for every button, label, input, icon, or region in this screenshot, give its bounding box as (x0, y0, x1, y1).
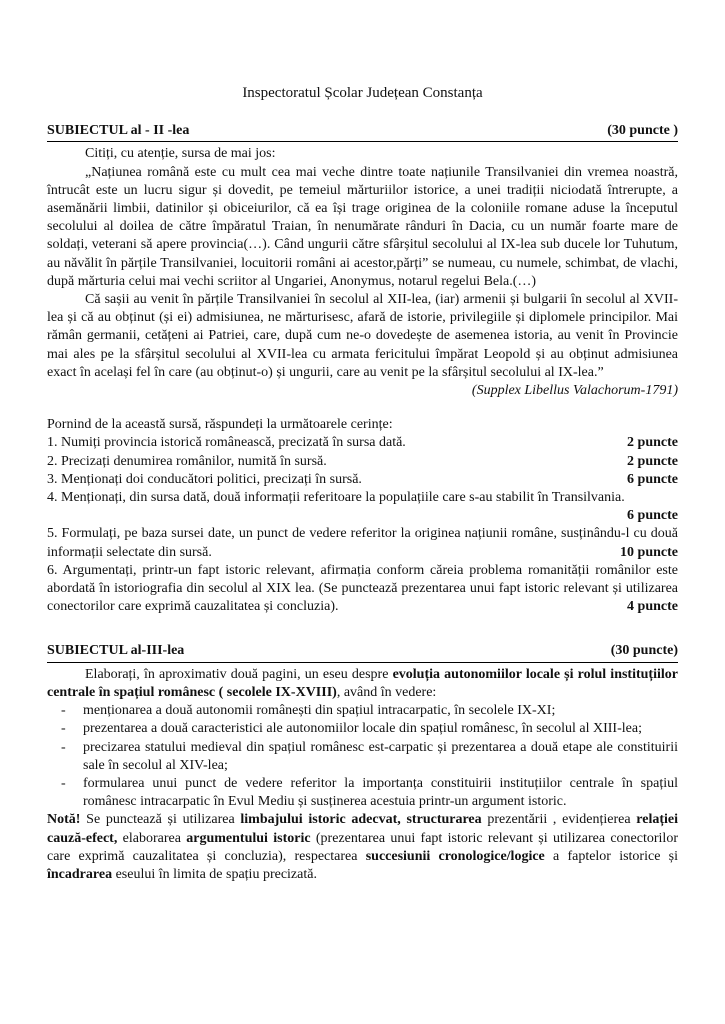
quote-paragraph-1: „Națiunea română este cu mult cea mai veche dintre toate națiunile Transilvaniei din vremea noastră, întrucât este un lucru sigur și dovedit, pe temeiul mărturiilor istorice, a unei tradiții niciodată întrerupte, a asemănării limbii, datinilor și obiceiurilor, că ea își trage originea de la coloniile romane aduse la începutul secolului al doilea de către împăratul Traian, în nenumărate rânduri în Dacia, cu un număr foarte mare de soldați, veterani să apere provincia(…). Când ungurii către sfârșitul secolului al IX-lea sub ducele lor Tuhutum, au năvălit în părțile Transilvaniei, locuitorii români ai acestor,părți” se numeau, cu numele, schimbat, de vlachi, după mărturia celui mai vechi scriitor al Ungariei, Anonymus, notarul regelui Bela.(…) (47, 164, 678, 289)
bullet-text: prezentarea a două caracteristici ale autonomiilor locale din spațiul românesc, în secolul al XIII-lea; (83, 721, 642, 737)
text-segment: eseului în limita de spațiu precizată. (112, 866, 317, 882)
bullet-text: precizarea statului medieval din spațiul românesc est-carpatic și prezentarea a două etape ale constituirii sale în secolul al XIV-lea; (83, 739, 678, 773)
requirement-item (47, 434, 678, 452)
bold-text-segment: relației cauză-efect, (47, 812, 679, 846)
bold-text-segment: argumentului istoric (186, 830, 311, 846)
subject3-heading-points: (30 puncte) (610, 643, 678, 659)
text-segment: prezentării , evidențierea (481, 812, 637, 828)
requirement-text: 2. Precizați denumirea românilor, numită în sursă. (47, 453, 327, 469)
text-segment: , având în vedere: (336, 684, 437, 700)
bullet-item (47, 739, 678, 775)
note-paragraph (47, 811, 678, 884)
requirement-item (47, 562, 678, 617)
bullet-dash: - (61, 775, 66, 791)
requirement-item (47, 453, 678, 471)
text-segment: elaborarea (117, 830, 187, 846)
requirement-points: 10 puncte (620, 544, 678, 562)
requirement-points: 4 puncte (627, 598, 678, 616)
bullet-dash: - (61, 703, 66, 719)
source-attribution: (Supplex Libellus Valachorum-1791) (471, 383, 678, 399)
quote-paragraph-2: Că sașii au venit în părțile Transilvaniei în secolul al XII-lea, (iar) armenii și bulgarii în secolul al XVII-lea și că au obținut (și ei) admisiunea, ne mărturisesc, afară de istorie, privilegiile și diplomele principilor. Mai rămân germanii, cetățeni ai Patriei, care, după cum ne-o dovedește de asemenea istoria, au venit în Provincie mai ales pe la sfârșitul secolului al XVII-lea cu armata fericitului împărat Leopold și au obținut admisiunea exact în același fel în care (au obținut-o) și ungurii, care au venit pe la sfârșitul secolului al IX-lea.” (47, 292, 678, 380)
requirement-points: 6 puncte (627, 471, 678, 489)
bullet-text: menționarea a două autonomii românești din spațiul intracarpatic, în secolele IX-XI; (83, 703, 556, 719)
bullet-dash: - (61, 739, 66, 755)
subject2-intro: Citiți, cu atenție, sursa de mai jos: (85, 146, 276, 162)
bullet-text: formularea unui punct de vedere referitor la importanța constituirii instituțiilor centrale în spațiul românesc intracarpatic în Evul Mediu și susținerea acestuia printr-un argument istoric. (83, 775, 678, 810)
bold-text-segment: succesiunii cronologice/logice (365, 848, 545, 864)
requirement-text: 5. Formulați, pe baza sursei date, un punct de vedere referitor la originea națiunii române, susținându-l cu două informații selectate din sursă. (47, 526, 678, 560)
requirement-text: 6. Argumentați, printr-un fapt istoric relevant, afirmația conform căreia problema romanității românilor este abordată în istoriografia din secolul al XIX lea. (Se punctează prezentarea unui fapt istoric relevant și utilizarea conectorilor care exprimă cauzalitatea și concluzia). (47, 562, 678, 615)
subject2-heading-points: (30 puncte ) (607, 123, 678, 139)
subject3-bullet-list (47, 702, 678, 811)
subject2-heading (47, 122, 678, 142)
subject2-requirements-list (47, 434, 678, 616)
requirement-item (47, 471, 678, 489)
subject3-intro (47, 666, 678, 702)
page-title: Inspectoratul Școlar Județean Constanța (242, 85, 483, 101)
bold-text-segment: încadrarea (47, 866, 113, 882)
requirement-points: 2 puncte (627, 434, 678, 452)
requirement-text: 4. Menționați, din sursa dată, două informații referitoare la populațiile care s-au stabilit în Transilvania. (47, 490, 625, 506)
text-segment: Se punctează și utilizarea (80, 812, 241, 828)
bullet-item (47, 775, 678, 811)
requirement-item (47, 489, 678, 525)
bullet-item (47, 720, 678, 738)
requirement-points: 2 puncte (627, 453, 678, 471)
text-segment: a faptelor istorice și (544, 848, 678, 864)
subject3-heading (47, 642, 678, 662)
requirement-text: 3. Menționați doi conducători politici, precizați în sursă. (47, 471, 362, 487)
bold-text-segment: evoluția autonomiilor locale și rolul instituțiilor centrale în spațiul românesc ( secolele IX-XVIII) (47, 666, 678, 700)
bullet-item (47, 702, 678, 720)
text-segment: (prezentarea unui fapt istoric relevant și utilizarea conectorilor care exprimă cauzalitatea și concluzia), respectarea (47, 830, 678, 864)
bold-text-segment: Notă! (47, 812, 81, 828)
text-segment: Elaborați, în aproximativ două pagini, un eseu despre (85, 666, 393, 682)
subject3-heading-label: SUBIECTUL al-III-lea (47, 643, 185, 659)
bullet-dash: - (61, 721, 66, 737)
subject2-heading-label: SUBIECTUL al - II -lea (47, 123, 190, 139)
requirement-item (47, 525, 678, 561)
requirements-lead: Pornind de la această sursă, răspundeți la următoarele cerințe: (47, 417, 393, 433)
bold-text-segment: limbajului istoric adecvat, structurarea (240, 812, 482, 828)
requirement-points: 6 puncte (47, 507, 678, 525)
requirement-text: 1. Numiți provincia istorică românească, precizată în sursa dată. (47, 435, 406, 451)
